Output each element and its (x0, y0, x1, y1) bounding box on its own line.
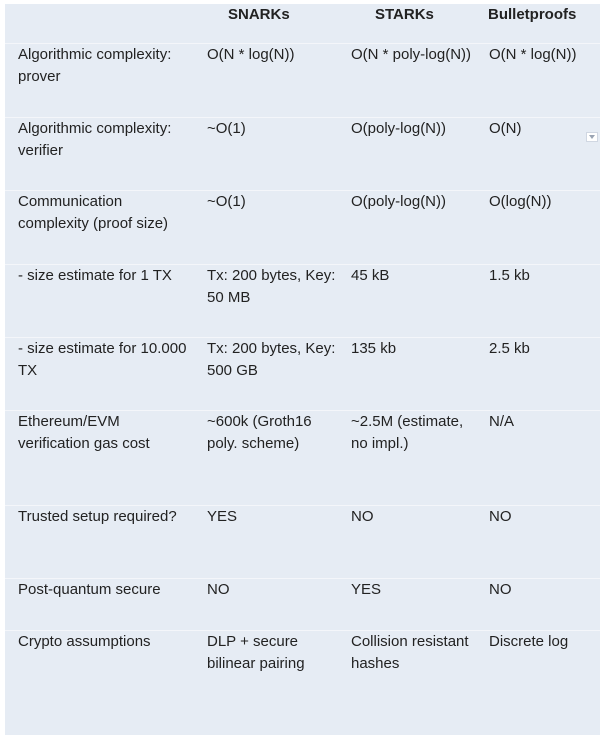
cell-starks: O(N * poly-log(N)) (346, 44, 484, 118)
comparison-table (5, 4, 600, 715)
cell-snarks: NO (202, 579, 346, 631)
table-row (5, 265, 600, 338)
cell-bulletproofs: N/A (484, 411, 600, 506)
table-row (5, 506, 600, 579)
header-bulletproofs: Bulletproofs (484, 4, 600, 44)
cell-snarks: YES (202, 506, 346, 579)
cell-snarks: Tx: 200 bytes, Key: 50 MB (202, 265, 346, 338)
cell-snarks: DLP + secure bilinear pairing (207, 633, 305, 672)
cell-starks: ~2.5M (estimate, no impl.) (346, 411, 484, 506)
row-label: Post-quantum secure (5, 579, 202, 631)
table-row (5, 631, 600, 715)
row-label: Ethereum/EVM verification gas cost (5, 411, 202, 506)
table-row (5, 191, 600, 265)
cell-snarks: Tx: 200 bytes, Key: 500 GB (202, 338, 346, 411)
cell-bulletproofs: 1.5 kb (484, 265, 600, 338)
comparison-sheet (5, 4, 600, 735)
cell-starks: O(poly-log(N)) (346, 191, 484, 265)
table-row (5, 338, 600, 411)
cell-starks: O(poly-log(N)) (346, 118, 484, 191)
row-label: Algorithmic complexity: verifier (5, 118, 202, 191)
cell-starks: NO (346, 506, 484, 579)
cell-starks: Collision resistant hashes (351, 633, 469, 672)
cell-starks: YES (346, 579, 484, 631)
table-row (5, 579, 600, 631)
cell-starks: 135 kb (346, 338, 484, 411)
table-row (5, 118, 600, 191)
cell-snarks: O(N * log(N)) (202, 44, 346, 118)
row-label: Crypto assumptions (18, 633, 151, 650)
cell-snarks: ~O(1) (202, 118, 346, 191)
cell-bulletproofs: NO (484, 506, 600, 579)
table-row (5, 44, 600, 118)
cell-snarks: ~O(1) (202, 191, 346, 265)
cell-bulletproofs: Discrete log (489, 633, 569, 650)
cell-starks: 45 kB (346, 265, 484, 338)
row-label: Communication complexity (proof size) (5, 191, 202, 265)
cell-bulletproofs: 2.5 kb (484, 338, 600, 411)
header-starks: STARKs (346, 4, 484, 44)
row-label: - size estimate for 10.000 TX (5, 338, 202, 411)
cell-bulletproofs: O(N * log(N)) (484, 44, 600, 118)
row-label: Algorithmic complexity: prover (5, 44, 202, 118)
header-snarks: SNARKs (202, 4, 346, 44)
header-corner (5, 4, 202, 44)
row-label: - size estimate for 1 TX (5, 265, 202, 338)
cell-snarks: ~600k (Groth16 poly. scheme) (202, 411, 346, 506)
header-row (5, 4, 600, 44)
cell-dropdown-icon[interactable] (586, 132, 598, 142)
cell-bulletproofs: NO (484, 579, 600, 631)
table-row (5, 411, 600, 506)
cell-bulletproofs: O(N) (484, 118, 600, 191)
cell-bulletproofs: O(log(N)) (484, 191, 600, 265)
row-label: Trusted setup required? (5, 506, 202, 579)
